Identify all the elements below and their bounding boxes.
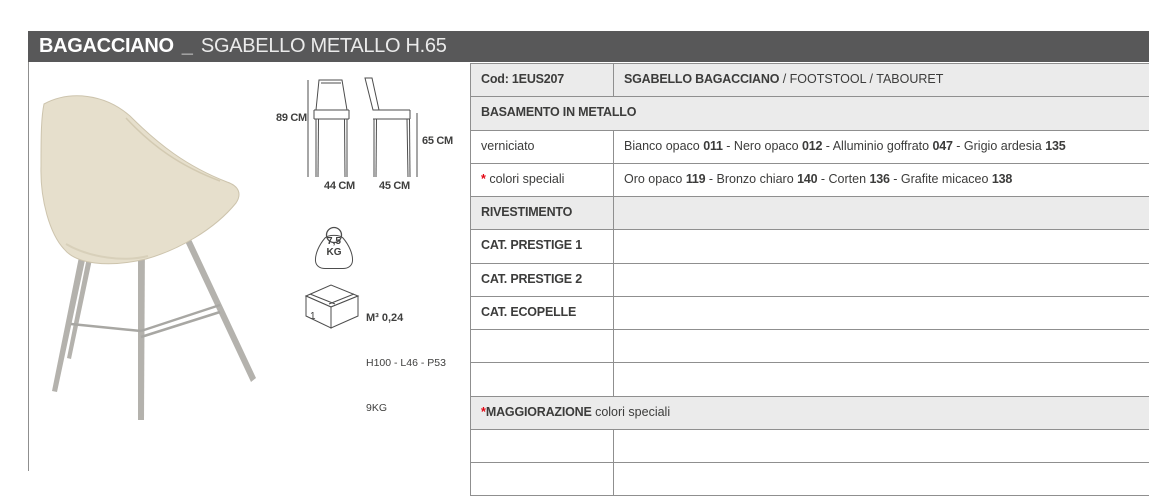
table-cell: * colori speciali (471, 164, 614, 196)
table-row (471, 297, 1149, 330)
table-cell (614, 363, 1149, 395)
package-weight: 9KG (366, 402, 388, 414)
table-cell (614, 297, 1149, 329)
table-cell (614, 430, 1149, 462)
dimension-width-label: 44 CM (324, 180, 355, 192)
table-row (471, 164, 1149, 197)
table-row (471, 131, 1149, 164)
weight-unit: KG (326, 247, 342, 258)
table-cell (614, 230, 1149, 262)
table-cell: Bianco opaco 011 - Nero opaco 012 - Alluminio goffrato 047 - Grigio ardesia 135 (624, 138, 1066, 153)
table-row (471, 97, 1149, 130)
header-bar (28, 31, 1149, 62)
weight-value: 7,5 (327, 236, 341, 247)
spec-table (470, 63, 1149, 496)
weight-badge-text (312, 236, 356, 258)
product-name: BAGACCIANO (39, 35, 174, 57)
package-info (366, 281, 446, 431)
table-cell (614, 264, 1149, 296)
table-row (471, 363, 1149, 396)
product-photo (30, 72, 260, 424)
table-cell (614, 330, 1149, 362)
table-cell (471, 463, 614, 495)
table-cell (614, 463, 1149, 495)
table-cell: Oro opaco 119 - Bronzo chiaro 140 - Corten 136 - Grafite micaceo 138 (624, 171, 1013, 186)
table-row (471, 430, 1149, 463)
table-cell: BASAMENTO IN METALLO (481, 105, 637, 120)
table-cell: Cod: 1EUS207 (471, 64, 614, 96)
package-count: 1 (310, 311, 316, 322)
dimension-drawing (272, 74, 468, 184)
stool-shell (41, 96, 239, 264)
table-cell (471, 430, 614, 462)
table-cell (471, 330, 614, 362)
stool-leg (138, 237, 145, 420)
table-cell: RIVESTIMENTO (471, 197, 614, 229)
dimension-seat-height-label: 65 CM (422, 135, 453, 147)
product-subtitle: SGABELLO METALLO H.65 (200, 35, 447, 57)
title-separator: _ (181, 35, 193, 57)
dimension-depth-label: 45 CM (379, 180, 410, 192)
table-cell: CAT. PRESTIGE 1 (471, 230, 614, 262)
dimension-height-label: 89 CM (276, 112, 307, 124)
table-cell: CAT. ECOPELLE (471, 297, 614, 329)
front-view-drawing (308, 80, 349, 177)
table-row (471, 264, 1149, 297)
table-cell: *MAGGIORAZIONE colori speciali (481, 404, 671, 419)
package-volume: M³ 0,24 (366, 312, 404, 324)
table-cell: SGABELLO BAGACCIANO / FOOTSTOOL / TABOURET (624, 72, 944, 86)
left-border-rule (28, 62, 29, 471)
table-cell: CAT. PRESTIGE 2 (471, 264, 614, 296)
footrest-bar (71, 305, 220, 337)
table-row (471, 330, 1149, 363)
package-dimensions: H100 - L46 - P53 (366, 357, 446, 369)
table-row (471, 64, 1149, 97)
package-box-icon (302, 281, 362, 331)
table-cell (614, 197, 1149, 229)
side-view-drawing (365, 78, 417, 177)
table-row (471, 463, 1149, 496)
table-row (471, 197, 1149, 230)
table-cell: verniciato (471, 131, 614, 163)
table-row (471, 230, 1149, 263)
stool-leg (176, 220, 256, 382)
table-cell (471, 363, 614, 395)
table-row (471, 397, 1149, 430)
